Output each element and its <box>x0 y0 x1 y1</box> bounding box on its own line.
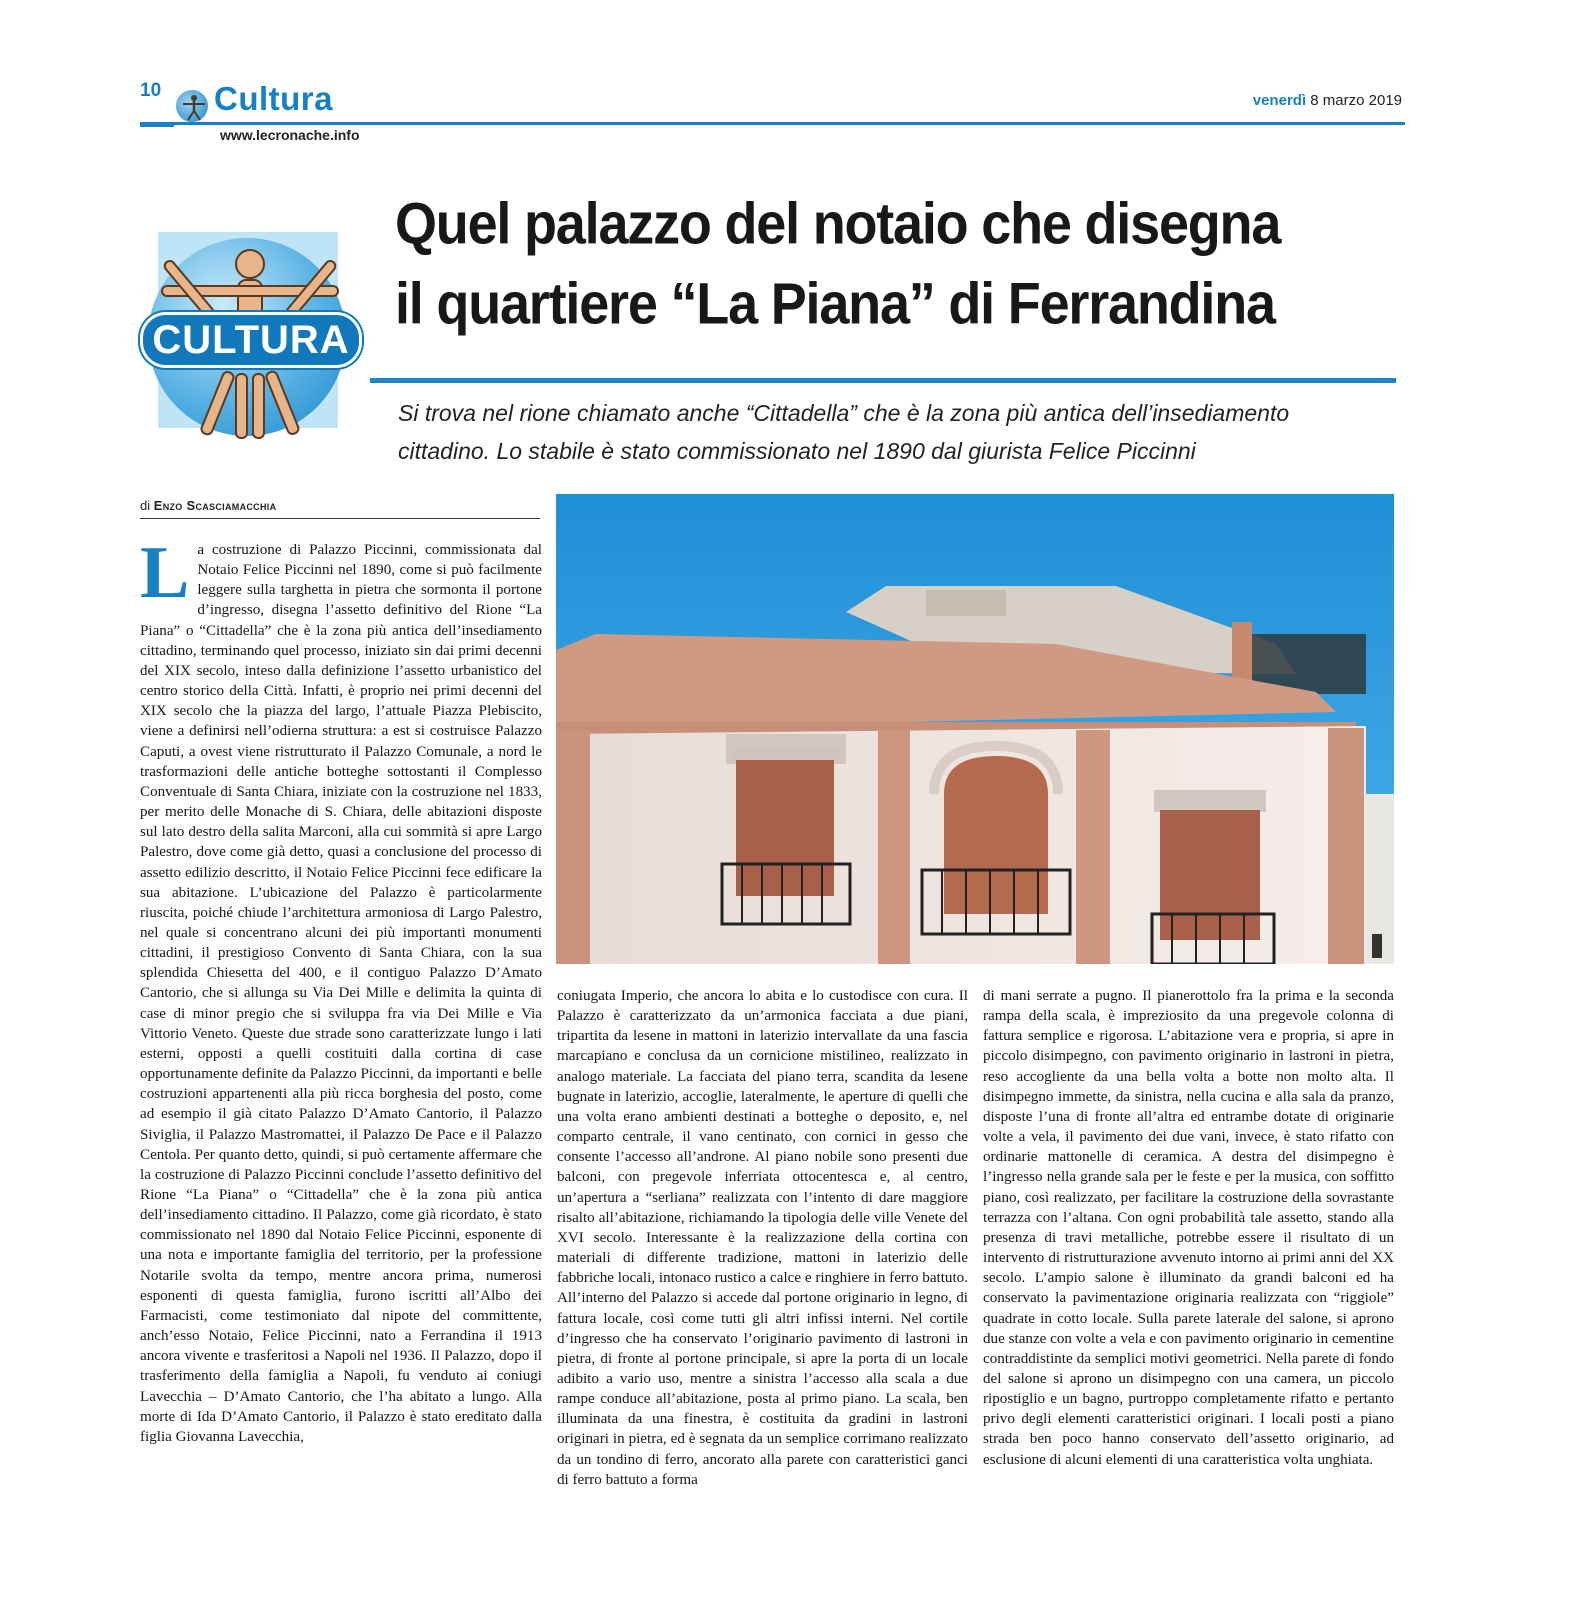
article-body-column-1 <box>140 532 542 1598</box>
headline-line-2: il quartiere “La Piana” di Ferrandina <box>395 271 1275 337</box>
article-body-column-3: di mani serrate a pugno. Il pianerottolo fra la prima e la seconda rampa della scala, è impreziosito da una pregevole colonna di fattura semplice e rigorosa. L’abitazione vera e propria, si apre in piccolo disimpegno, con pavimento originario in lastroni in pietra, reso accogliente da una bella volta a botte non molto alta. Il disimpegno immette, da sinistra, nella cucina e alla sala da pranzo, disposte l’una di fronte all’altra ed entrambe dotate di originarie volte a vela, il pavimento dei due vani, invece, è stato rifatto con ordinarie mattonelle di ceramica. A destra del disimpegno è l’ingresso nella grande sala per le feste e per la musica, con soffitto piano, così realizzato, per facilitare la costruzione della sovrastante terrazza con l’altana. Con ogni probabilità tale assetto, stando alla presenza di travi metalliche, potrebbe essere il risultato di un intervento di ristrutturazione avvenuto intorno ai primi anni del XX secolo. L’ampio salone è illuminato da grandi balconi ed ha conservato la pavimentazione originaria realizzata con “riggiole” quadrate in cotto locale. Sulla parete laterale del salone, si aprono due stanze con volte a vela e con pavimento originario in cementine contraddistinte da semplici motivi geometrici. Nella parete di fondo del salone si aprono un disimpegno con una camera, un piccolo ripostiglio e un bagno, purtroppo completamente rifatto e pertanto privo degli elementi caratteristici originari. I locali posti a piano strada ben poco hanno conservato dell’assetto originario, ad esclusione di alcuni elementi di una caratteristica volta unghiata. <box>983 988 1394 1468</box>
byline-rule <box>140 518 540 519</box>
issue-date <box>1253 92 1402 109</box>
issue-day-month-year: 8 marzo 2019 <box>1306 92 1402 109</box>
summary-line-2: cittadino. Lo stabile è stato commissionato nel 1890 dal giurista Felice Piccinni <box>398 438 1196 464</box>
page-number: 10 <box>140 80 162 101</box>
byline-prefix: di <box>140 498 154 513</box>
palazzo-photo <box>556 494 1394 964</box>
author-name: Enzo Scasciamacchia <box>153 498 277 513</box>
section-title: Cultura <box>214 80 333 117</box>
article-summary <box>398 394 1398 470</box>
byline <box>140 498 276 513</box>
article-body-column-2: coniugata Imperio, che ancora lo abita e lo custodisce con cura. Il Palazzo è caratterizzato da un’armonica facciata a due piani, tripartita da lesene in mattoni in laterizio intervallate da una fascia marcapiano e conclusa da un cornicione mistilineo, realizzato in analogo materiale. La facciata del piano terra, scandita da lesene bugnate in laterizio, accoglie, lateralmente, le aperture di quelli che una volta erano ambienti destinati a botteghe o deposito, e, nel comparto centrale, il vano centinato, con cornici in gesso che consente l’accesso all’androne. Al piano nobile sono presenti due balconi, con pregevole inferriata ottocentesca e, al centro, un’apertura a “serliana” realizzata con l’intento di dare maggiore risalto all’abitazione, richiamando la tipologia delle ville Venete del XVI secolo. Interessante è la realizzazione della cortina con materiali di differente tradizione, mattoni in laterizio delle fabbriche locali, intonaco rustico a calce e ringhiere in ferro battuto. All’interno del Palazzo si accede dal portone originario in legno, di fattura locale, così come tutti gli altri infissi interni. Nel cortile d’ingresso che ha conservato l’originario pavimento di lastroni in pietra, di fronte al portone principale, si apre la porta di un locale adibito a vario uso, mentre a sinistra l’accesso alla scala a due rampe conduce all’abitazione, posta al primo piano. La scala, ben illuminata da una finestra, è costituita da gradini in lastroni originari in pietra, ed è segnata da un semplice corrimano realizzato da un tondino di ferro, ancorato alla parete con caratteristici ganci di ferro battuto a forma <box>557 988 968 1488</box>
summary-line-1: Si trova nel rione chiamato anche “Cittadella” che è la zona più antica dell’insediamento <box>398 400 1290 426</box>
header-rule <box>140 122 1405 125</box>
logo-word: CULTURA <box>140 312 362 368</box>
vitruvian-man-icon <box>174 88 210 124</box>
website-url: www.lecronache.info <box>220 127 360 143</box>
header-rule-accent <box>140 122 174 127</box>
article-headline <box>395 184 1405 344</box>
headline-divider <box>370 378 1396 383</box>
cultura-logo <box>140 232 362 442</box>
issue-weekday: venerdì <box>1252 92 1307 109</box>
headline-line-1: Quel palazzo del notaio che disegna <box>395 191 1281 257</box>
drop-cap: L <box>140 532 190 614</box>
column-1-text: a costruzione di Palazzo Piccinni, commissionata dal Notaio Felice Piccinni nel 1890, come si può facilmente leggere sulla targhetta in pietra che sormonta il portone d’ingresso, disegna l’assetto definitivo del Rione “La Piana” o “Cittadella” che è la zona più antica dell’insediamento cittadino, terminando quel processo, iniziato sin dai primi decenni del XIX secolo, inteso dalla definizione l’assetto urbanistico del centro storico della Città. Infatti, è proprio nei primi decenni del XIX secolo che la piazza del largo, l’attuale Piazza Plebiscito, viene a definirsi nell’odierna struttura: a est si costruisce Palazzo Caputi, a ovest viene ristrutturato il Palazzo Comunale, a nord le trasformazioni delle antiche botteghe sottostanti il Complesso Conventuale di Santa Chiara, iniziate con la costruzione nel 1833, per merito delle Monache di S. Chiara, delle abitazioni disposte sul lato destro della salita Marconi, alla cui sommità si apre Largo Palestro, dove come già detto, quasi a conclusione del processo di assetto edilizio descritto, il Notaio Felice Piccinni fece edificare la sua abitazione. L’ubicazione del Palazzo è particolarmente riuscita, poiché chiude l’architettura armoniosa di Largo Palestro, nel quale si concentrano alcuni dei più importanti monumenti cittadini, il prestigioso Convento di Santa Chiara, con la sua splendida Chiesetta del 400, e il contiguo Palazzo D’Amato Cantorio, che si allunga su Via Dei Mille e delimita la quinta di case di minor pregio che si sviluppa fra via Dei Mille e Via Vittorio Veneto. Queste due strade sono caratterizzate lungo i lati esterni, opposti a quelli costituiti dalla cortina di case opportunamente definite da Palazzo Piccinni, da importanti e belle costruzioni appartenenti alla più ricca borghesia del posto, come ad esempio il già citato Palazzo D’Amato Cantorio, il Palazzo Siviglia, il Palazzo Mastromattei, il Palazzo De Pace e il Palazzo Centola. Per quanto detto, quindi, si può certamente affermare che la costruzione di Palazzo Piccinni conclude l’assetto definitivo del Rione “La Piana” o “Cittadella” che è la zona più antica dell’insediamento cittadino. Il Palazzo, come già ricordato, è stato commissionato nel 1890 dal Notaio Felice Piccinni, esponente di una nota e importante famiglia del territorio, per la professione Notarile svolta da tempo, mentre ancora prima, numerosi esponenti di questa famiglia, furono iscritti all’Albo dei Farmacisti, come testimoniato dal nipote del committente, anch’esso Notaio, Felice Piccinni, nato a Ferrandina il 1913 ancora vivente e trasferitosi a Napoli nel 1936. Il Palazzo, dopo il trasferimento della famiglia a Napoli, fu venduto ai coniugi Lavecchia – D’Amato Cantorio, che l’ha abitato a lungo. Alla morte di Ida D’Amato Cantorio, il Palazzo è stato ereditato dalla figlia Giovanna Lavecchia, <box>140 542 542 1445</box>
